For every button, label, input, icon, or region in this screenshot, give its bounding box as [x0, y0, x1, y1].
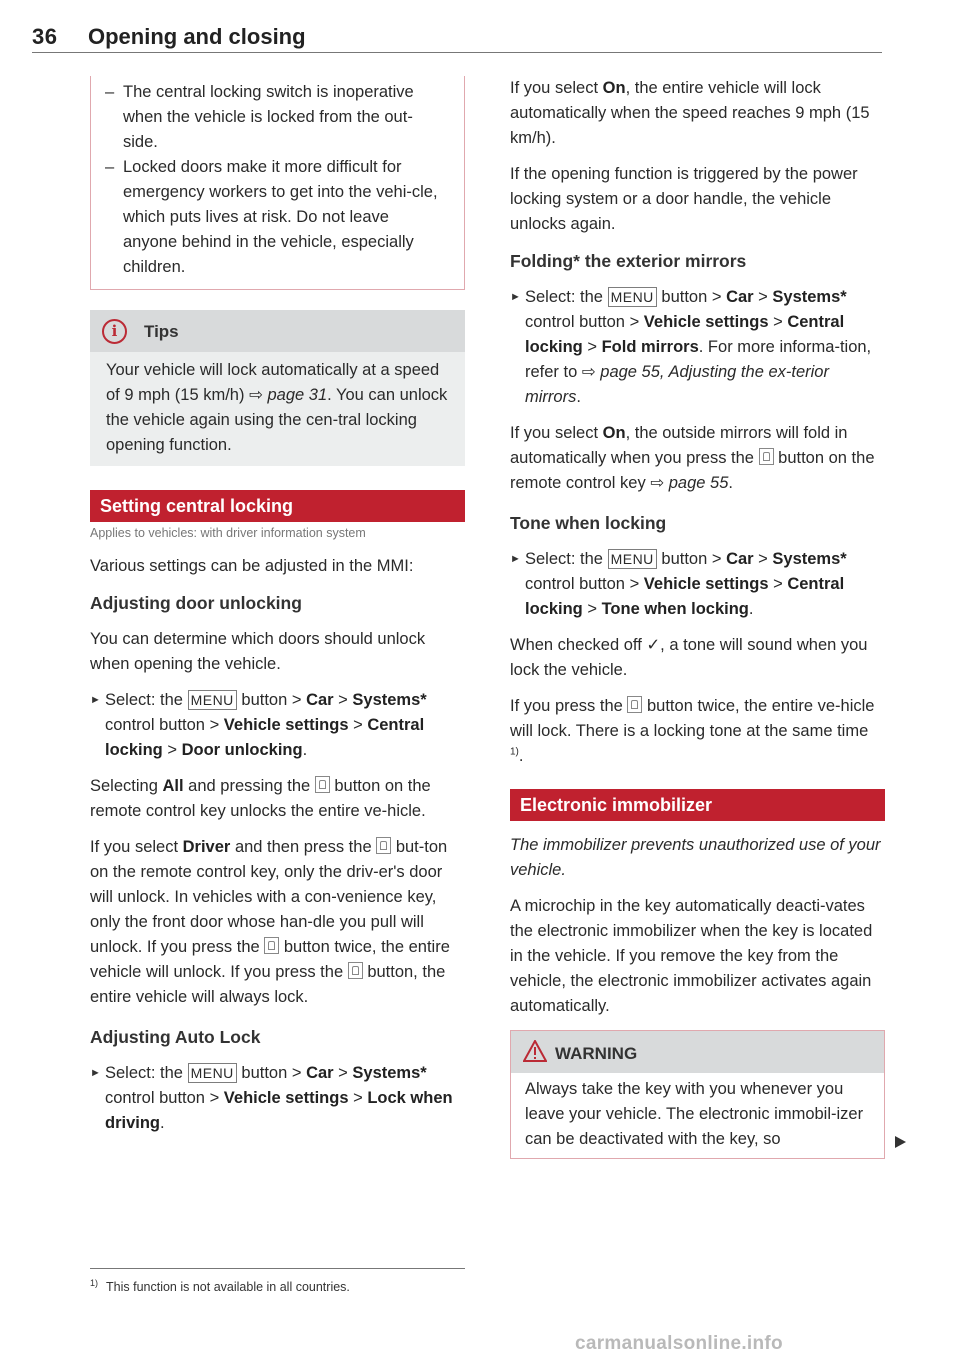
page-ref-link[interactable]: ⇨ page 31	[249, 386, 328, 404]
subheading-auto-lock: Adjusting Auto Lock	[90, 1027, 261, 1047]
footnote-ref: 1)	[510, 746, 519, 758]
intro-text: Various settings can be adjusted in the MMI:	[90, 557, 414, 575]
lock-button-icon	[759, 448, 774, 465]
opening-triggered-text: If the opening function is triggered by the power locking system or a door handle, the vehicle unlocks again.	[510, 165, 858, 233]
press-twice-text: If you press the button twice, the entire ve-hicle will lock. There is a locking tone at the same time $^{1)}$.	[510, 697, 875, 765]
footnote-text: This function is not available in all countries.	[106, 1280, 350, 1295]
warning-triangle-icon	[523, 1040, 547, 1062]
menu-key: MENU	[188, 1063, 237, 1083]
warning-body	[510, 1073, 885, 1159]
right-column	[510, 76, 885, 1159]
warning-header	[510, 1030, 885, 1073]
menu-path-step: ► Select: the MENU button > Car > Systems* control button > Vehicle settings > Central locking > Tone when locking.	[510, 547, 885, 622]
page-number: 36	[32, 24, 58, 49]
driver-setting-text: If you select Driver and then press the but-ton on the remote control key, only the driv-er's door will unlock. In vehicles with a con-venience key, only the front door whose han-dle you pull will unlock. If you press the button twice, the entire vehicle will unlock. If you press the button, the entire vehicle will always lock.	[90, 838, 450, 1006]
footnote	[90, 1278, 350, 1294]
section-heading: Electronic immobilizer	[510, 789, 885, 821]
info-icon: i	[102, 319, 127, 344]
subheading-door-unlocking: Adjusting door unlocking	[90, 593, 302, 613]
tips-body	[90, 352, 465, 466]
menu-path-step: ► Select: the MENU button > Car > Systems* control button > Vehicle settings > Central locking > Fold mirrors. For more informa-tion, refer to ⇨ page 55, Adjusting the ex-terior mirrors.	[510, 285, 885, 410]
menu-key: MENU	[188, 690, 237, 710]
subheading-tone-locking: Tone when locking	[510, 513, 667, 533]
page-ref-link[interactable]: ⇨ page 55, Adjusting the ex-terior mirrors	[525, 363, 829, 406]
unlock-button-icon	[315, 776, 330, 793]
continue-arrow-icon	[895, 1136, 906, 1148]
unlock-button-icon	[376, 837, 391, 854]
section-heading: Setting central locking	[90, 490, 465, 522]
page-header	[32, 22, 882, 54]
autolock-on-text: If you select On, the entire vehicle will lock automatically when the speed reaches 9 mph (15 km/h).	[510, 79, 870, 147]
menu-key: MENU	[608, 549, 657, 569]
warning-title: WARNING	[555, 1044, 638, 1063]
step-arrow-icon: ►	[510, 553, 521, 565]
menu-key: MENU	[608, 287, 657, 307]
page-ref-link[interactable]: ⇨ page 55	[650, 474, 729, 492]
header-divider	[32, 52, 882, 53]
applies-note: Applies to vehicles: with driver information system	[90, 526, 366, 540]
immobilizer-text: A microchip in the key automatically deacti-vates the electronic immobilizer when the key is located in the vehicle. If you remove the key from the vehicle, the electronic immobilizer activates again automatically.	[510, 897, 873, 1015]
left-column	[90, 76, 465, 1147]
step-arrow-icon: ►	[510, 291, 521, 303]
watermark: carmanualsonline.info	[575, 1333, 783, 1354]
menu-path-step: ► Select: the MENU button > Car > Systems* control button > Vehicle settings > Lock when driving.	[90, 1061, 465, 1136]
lock-button-icon	[627, 696, 642, 713]
step-arrow-icon: ►	[90, 694, 101, 706]
footnote-divider	[90, 1268, 465, 1269]
warning-continuation-box	[90, 76, 465, 290]
unlock-button-icon	[264, 937, 279, 954]
checked-off-text: When checked off ✓, a tone will sound when you lock the vehicle.	[510, 636, 868, 679]
tips-title: Tips	[144, 322, 179, 341]
immobilizer-intro: The immobilizer prevents unauthorized use of your vehicle.	[510, 836, 881, 879]
warning-item: – Locked doors make it more difficult for emergency workers to get into the vehi-cle, which puts lives at risk. Do not leave anyone behind in the vehicle, especially children.	[105, 155, 446, 280]
warning-text: Always take the key with you whenever you leave your vehicle. The electronic immobil-izer can be deactivated with the key, so	[525, 1080, 864, 1148]
tips-text: Your vehicle will lock automatically at a speed of 9 mph (15 km/h) ⇨ page 31. You can unlock the vehicle again using the cen-tral locking opening function.	[106, 361, 448, 454]
door-unlocking-text: You can determine which doors should unlock when opening the vehicle.	[90, 630, 426, 673]
fold-on-text: If you select On, the outside mirrors will fold in automatically when you press the button on the remote control key ⇨ page 55.	[510, 424, 875, 492]
subheading-folding-mirrors: Folding* the exterior mirrors	[510, 251, 747, 271]
warning-panel	[510, 1030, 885, 1159]
menu-path-step: ► Select: the MENU button > Car > Systems* control button > Vehicle settings > Central locking > Door unlocking.	[90, 688, 465, 763]
all-setting-text: Selecting All and pressing the button on the remote control key unlocks the entire ve-hicle.	[90, 777, 431, 820]
tips-header	[90, 310, 465, 352]
lock-button-icon	[348, 962, 363, 979]
warning-item: – The central locking switch is inoperative when the vehicle is locked from the out-side.	[105, 80, 446, 155]
section-title: Opening and closing	[88, 24, 306, 49]
footnote-mark: 1)	[90, 1278, 99, 1288]
step-arrow-icon: ►	[90, 1067, 101, 1079]
